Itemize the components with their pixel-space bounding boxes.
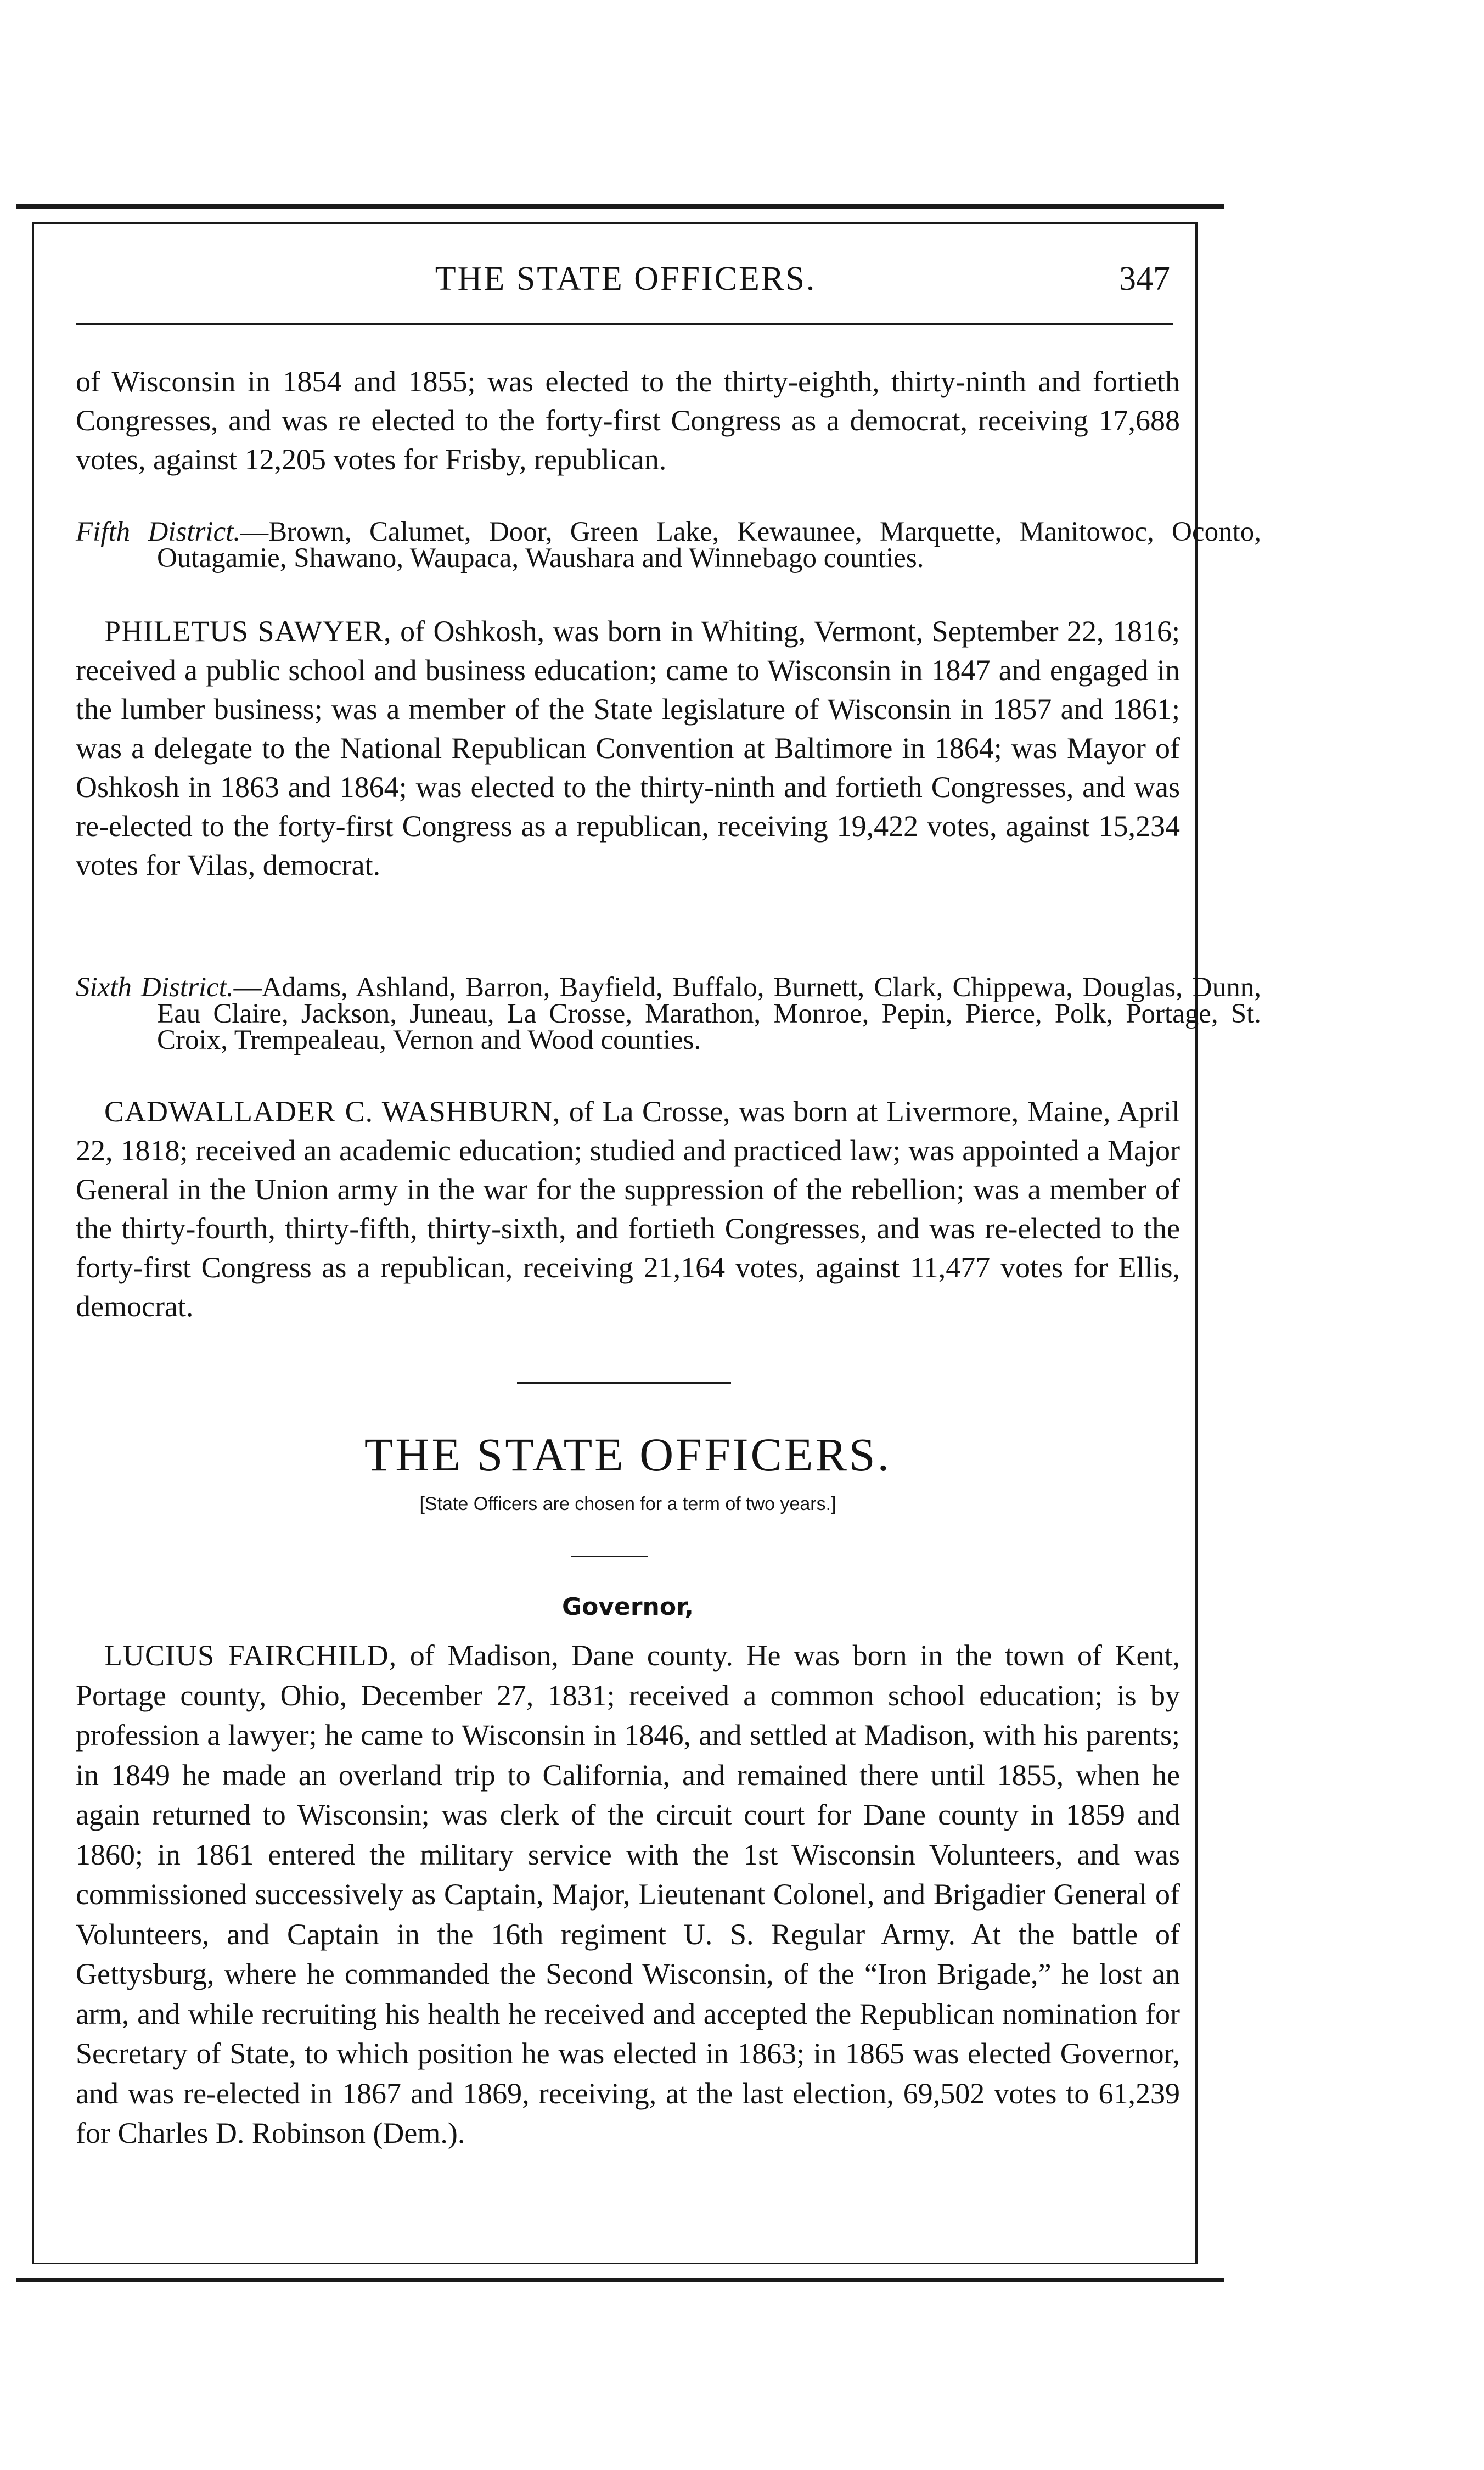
- top-border-rule: [16, 204, 1224, 209]
- washburn-bio-text: of La Crosse, was born at Livermore, Maine, April 22, 1818; received an academic education; studied and practiced law; was appointed a Major General in the Union army in the war for the suppression of the rebellion; was a member of the thirty-fourth, thirty-fifth, thirty-sixth, and fortieth Congresses, and was re-elected to the forty-first Congress as a republican, receiving 21,164 votes, against 11,477 votes for Ellis, democrat.: [76, 1095, 1180, 1323]
- sawyer-bio: [76, 612, 1180, 885]
- sixth-district-county-list: —Adams, Ashland, Barron, Bayfield, Buffalo, Burnett, Clark, Chippewa, Douglas, Dunn, Eau Claire, Jackson, Juneau, La Crosse, Marathon, Monroe, Pepin, Pierce, Polk, Portage, St. Croix, Trempealeau, Vernon and Wood counties.: [157, 972, 1261, 1056]
- fifth-district-label: Fifth District.: [76, 517, 241, 547]
- washburn-name: CADWALLADER C. WASHBURN,: [104, 1095, 561, 1128]
- state-officers-heading: THE STATE OFFICERS.: [364, 1428, 892, 1481]
- sixth-district-counties: [76, 972, 1261, 1056]
- bottom-border-rule: [16, 2278, 1224, 2282]
- fifth-district-counties: [76, 517, 1262, 574]
- running-title: THE STATE OFFICERS.: [435, 260, 817, 297]
- inner-top-rule: [32, 222, 1198, 224]
- left-frame-rule: [32, 222, 34, 2264]
- sawyer-name: PHILETUS SAWYER,: [104, 615, 392, 648]
- governor-heading: Governor,: [561, 1593, 694, 1621]
- state-officers-note: [State Officers are chosen for a term of two years.]: [419, 1494, 836, 1514]
- page-header: [71, 252, 1180, 313]
- washburn-bio: [76, 1092, 1180, 1326]
- fifth-district-county-list: —Brown, Calumet, Door, Green Lake, Kewaunee, Marquette, Manitowoc, Oconto, Outagamie, Shawano, Waupaca, Waushara and Winnebago counties.: [157, 517, 1262, 574]
- sawyer-bio-text: of Oshkosh, was born in Whiting, Vermont, September 22, 1816; received a public school and business education; came to Wisconsin in 1847 and engaged in the lumber business; was a member of the State legislature of Wisconsin in 1857 and 1861; was a delegate to the National Republican Convention at Baltimore in 1864; was Mayor of Oshkosh in 1863 and 1864; was elected to the thirty-ninth and fortieth Congresses, and was re-elected to the forty-first Congress as a republican, receiving 19,422 votes, against 15,234 votes for Vilas, democrat.: [76, 615, 1180, 882]
- section-divider-rule: [517, 1382, 731, 1384]
- governor-bio-text: of Madison, Dane county. He was born in the town of Kent, Portage county, Ohio, December 27, 1831; received a common school education; is by profession a lawyer; he came to Wisconsin in 1846, and settled at Madison, with his parents; in 1849 he made an overland trip to California, and remained there until 1855, when he again returned to Wisconsin; was clerk of the circuit court for Dane county in 1859 and 1860; in 1861 entered the military service with the 1st Wisconsin Volunteers, and was commissioned successively as Captain, Major, Lieutenant Colonel, and Brigadier General of Volunteers, and Captain in the 16th regiment U. S. Regular Army. At the battle of Gettysburg, where he commanded the Second Wisconsin, of the “Iron Brigade,” he lost an arm, and while recruiting his health he received and accepted the Republican nomination for Secretary of State, to which position he was elected in 1863; in 1865 was elected Governor, and was re-elected in 1867 and 1869, receiving, at the last election, 69,502 votes to 61,239 for Charles D. Robinson (Dem.).: [76, 1639, 1180, 2149]
- inner-bottom-rule: [32, 2263, 1198, 2264]
- continuation-paragraph: [76, 362, 1180, 479]
- continuation-text: of Wisconsin in 1854 and 1855; was elected to the thirty-eighth, thirty-ninth and fortieth Congresses, and was re elected to the forty-first Congress as a democrat, receiving 17,688 votes, against 12,205 votes for Frisby, republican.: [76, 365, 1180, 476]
- sixth-district-label: Sixth District.: [76, 972, 234, 1003]
- page-number: 347: [1119, 260, 1170, 297]
- subsection-rule: [571, 1556, 648, 1557]
- governor-name: LUCIUS FAIRCHILD,: [104, 1639, 397, 1672]
- governor-bio: [76, 1636, 1180, 2153]
- header-underline-rule: [76, 323, 1173, 325]
